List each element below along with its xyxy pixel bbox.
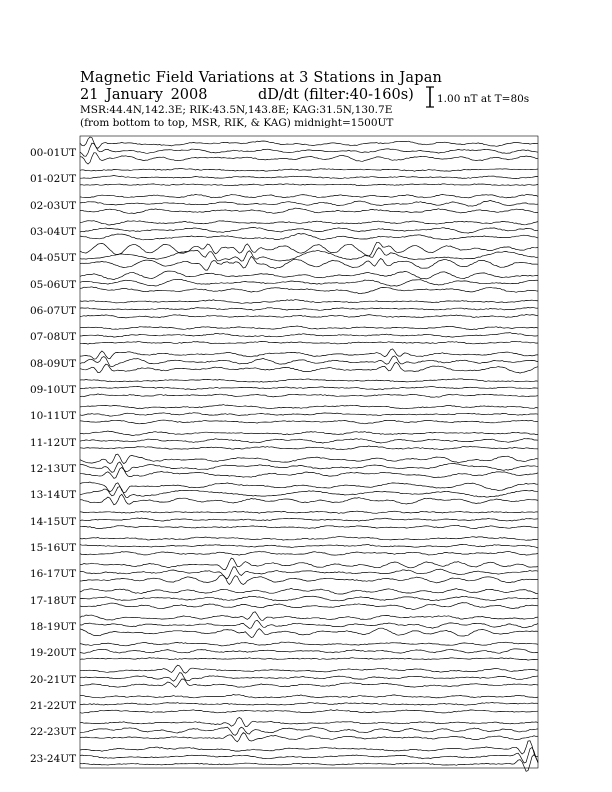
trace-KAG-18-19UT (80, 612, 538, 621)
trace-RIK-19-20UT (80, 649, 538, 653)
trace-KAG-02-03UT (80, 194, 538, 198)
hour-label-12-13UT: 12-13UT (30, 463, 77, 475)
trace-KAG-15-16UT (80, 537, 538, 541)
hour-label-10-11UT: 10-11UT (30, 410, 77, 423)
trace-RIK-11-12UT (80, 439, 538, 444)
trace-MSR-19-20UT (80, 658, 538, 661)
trace-RIK-20-21UT (80, 673, 538, 682)
trace-RIK-09-10UT (80, 387, 538, 390)
trace-KAG-14-15UT (80, 511, 538, 513)
trace-MSR-16-17UT (80, 575, 538, 584)
scale-bar (426, 87, 434, 107)
hour-label-00-01UT: 00-01UT (30, 147, 77, 159)
hour-label-07-08UT: 07-08UT (30, 331, 77, 344)
trace-KAG-22-23UT (80, 717, 538, 726)
hour-label-14-15UT: 14-15UT (30, 515, 77, 528)
hour-label-11-12UT: 11-12UT (30, 436, 77, 449)
trace-RIK-14-15UT (80, 518, 538, 521)
trace-KAG-06-07UT (80, 300, 538, 304)
station-coordinates: MSR:44.4N,142.3E; RIK:43.5N,143.8E; KAG:31.5N,130.7E (80, 104, 393, 116)
trace-KAG-11-12UT (80, 431, 538, 435)
filter-label: dD/dt (filter:40-160s) (258, 87, 414, 103)
station-order-note: (from bottom to top, MSR, RIK, & KAG) midnight=1500UT (80, 117, 394, 129)
trace-RIK-22-23UT (80, 727, 538, 735)
hour-label-02-03UT: 02-03UT (30, 199, 77, 212)
trace-KAG-03-04UT (80, 221, 538, 225)
traces-group (80, 137, 538, 771)
hour-label-23-24UT: 23-24UT (30, 752, 77, 765)
trace-KAG-10-11UT (80, 405, 538, 409)
trace-MSR-03-04UT (80, 234, 538, 240)
trace-RIK-17-18UT (80, 596, 538, 601)
scale-bar-label: 1.00 nT at T=80s (437, 93, 530, 105)
hour-label-03-04UT: 03-04UT (30, 226, 77, 238)
trace-MSR-09-10UT (80, 394, 538, 397)
trace-KAG-20-21UT (80, 665, 538, 673)
hour-label-09-10UT: 09-10UT (30, 384, 77, 396)
trace-RIK-10-11UT (80, 413, 538, 416)
hour-label-04-05UT: 04-05UT (30, 252, 77, 265)
trace-MSR-11-12UT (80, 446, 538, 450)
hour-label-16-17UT: 16-17UT (30, 568, 77, 581)
trace-KAG-19-20UT (80, 642, 538, 646)
trace-MSR-20-21UT (80, 679, 538, 687)
trace-RIK-03-04UT (80, 227, 538, 233)
trace-RIK-02-03UT (80, 200, 538, 206)
plot-frame (80, 136, 538, 768)
trace-KAG-04-05UT (80, 242, 538, 256)
hour-label-19-20UT: 19-20UT (30, 647, 77, 660)
trace-MSR-17-18UT (80, 603, 538, 610)
trace-RIK-06-07UT (80, 308, 538, 311)
trace-RIK-16-17UT (80, 567, 538, 579)
trace-RIK-23-24UT (80, 748, 538, 764)
trace-KAG-13-14UT (80, 482, 538, 493)
hour-label-18-19UT: 18-19UT (30, 621, 77, 633)
chart-date: 21 January 2008 (80, 87, 208, 103)
trace-MSR-00-01UT (80, 153, 538, 164)
trace-MSR-06-07UT (80, 315, 538, 318)
hour-label-21-22UT: 21-22UT (30, 700, 77, 712)
trace-MSR-15-16UT (80, 551, 538, 555)
trace-MSR-10-11UT (80, 420, 538, 424)
hour-label-05-06UT: 05-06UT (30, 278, 77, 291)
trace-KAG-05-06UT (80, 271, 538, 280)
trace-RIK-21-22UT (80, 702, 538, 705)
hour-label-22-23UT: 22-23UT (30, 726, 77, 739)
trace-RIK-08-09UT (80, 356, 538, 367)
trace-MSR-05-06UT (80, 287, 538, 294)
trace-MSR-12-13UT (80, 468, 538, 479)
trace-KAG-23-24UT (80, 741, 538, 757)
trace-KAG-00-01UT (80, 137, 538, 148)
trace-RIK-15-16UT (80, 544, 538, 548)
trace-MSR-07-08UT (80, 341, 538, 344)
trace-MSR-21-22UT (80, 710, 538, 713)
trace-KAG-12-13UT (80, 454, 538, 464)
hour-label-15-16UT: 15-16UT (30, 542, 77, 554)
trace-MSR-22-23UT (80, 733, 538, 742)
trace-RIK-13-14UT (80, 487, 538, 498)
hour-label-06-07UT: 06-07UT (30, 305, 77, 317)
hour-label-08-09UT: 08-09UT (30, 357, 77, 370)
trace-MSR-14-15UT (80, 525, 538, 528)
trace-RIK-01-02UT (80, 176, 538, 179)
trace-MSR-08-09UT (80, 362, 538, 373)
hour-label-20-21UT: 20-21UT (30, 673, 77, 686)
trace-KAG-01-02UT (80, 169, 538, 172)
trace-MSR-02-03UT (80, 208, 538, 213)
chart-title: Magnetic Field Variations at 3 Stations in Japan (80, 70, 443, 86)
trace-RIK-05-06UT (80, 279, 538, 286)
trace-RIK-12-13UT (80, 462, 538, 472)
trace-KAG-21-22UT (80, 695, 538, 698)
trace-KAG-17-18UT (80, 588, 538, 594)
trace-KAG-07-08UT (80, 326, 538, 330)
hour-label-13-14UT: 13-14UT (30, 489, 77, 502)
trace-MSR-18-19UT (80, 628, 538, 637)
trace-KAG-08-09UT (80, 349, 538, 359)
trace-KAG-09-10UT (80, 379, 538, 382)
trace-RIK-18-19UT (80, 620, 538, 628)
plot-border (80, 136, 538, 768)
trace-MSR-01-02UT (80, 184, 538, 186)
hour-label-17-18UT: 17-18UT (30, 594, 77, 607)
trace-KAG-16-17UT (80, 558, 538, 570)
trace-RIK-07-08UT (80, 333, 538, 338)
hour-label-01-02UT: 01-02UT (30, 173, 77, 186)
